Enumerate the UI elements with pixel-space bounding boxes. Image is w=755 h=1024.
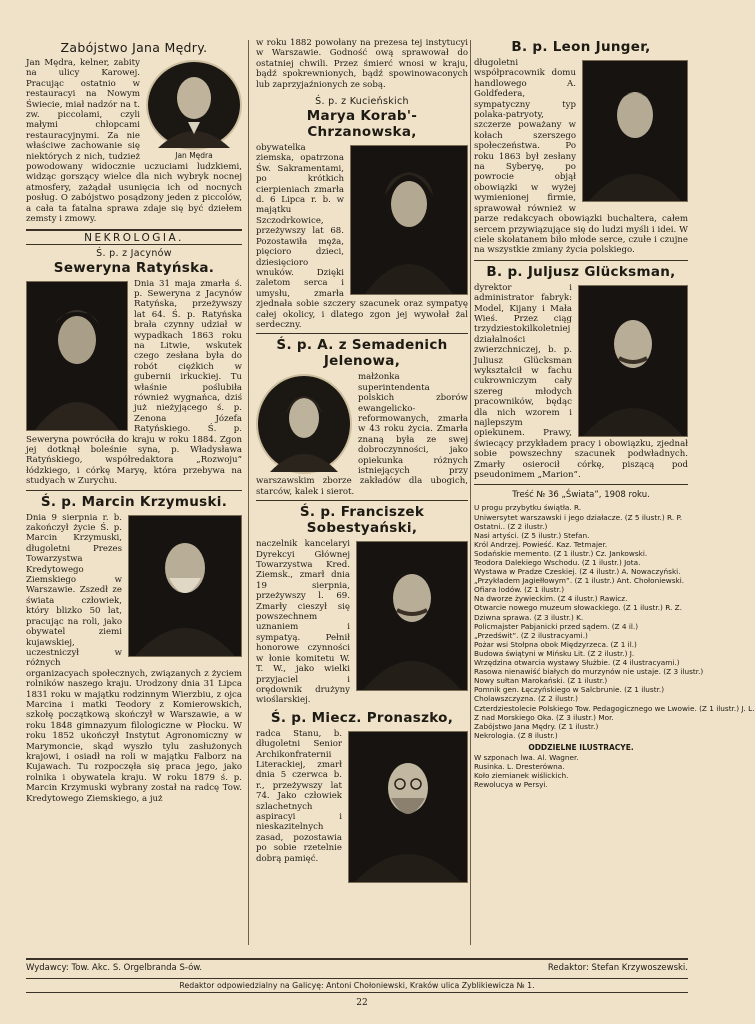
toc-item: Wrzędzina otwarcia wystawy Służbie. (Z 4 ilustracyami.) [474, 658, 680, 668]
article-text-chrzanowska: obywatelka ziemska, opatrzona Św. Sakramentami, po krótkich cierpieniach zmarła d. 6 Lipca r. b. w majątku Szczodrkowice, przeżywszy lat 68. Pozostawiła męża, pięcioro dzieci, dziesięcioro wnuków. Dzięki zaletom serca i umysłu, zmarła zjednała sobie szczery szacunek oraz sympatyę całej okolicy, i dlatego zgon jej wywołał żal serdeczny. [256, 143, 468, 330]
article-text-ratynska: Dnia 31 maja zmarła ś. p. Seweryna z Jacynów Ratyńska, przeżywszy lat 64. Ś. p. Ratyńska brała czynny udział w wypadkach 1863 roku na Litwie, wskutek czego zesłana była do robót ciężkich w gubernii irkuckiej. Tu właśnie poślubiła również wygnańca, dziś już nieżyjącego ś. p. Zenona Józefa Ratyńskiego. Ś. p. Seweryna powróciła do kraju w roku 1884. Zgon jej dotknął boleśnie syna, p. Władysława Ratyńskiego, współredaktora „Rozwoju” łódzkiego, i córkę Maryę, która przebywa na studyach w Zurychu. [26, 278, 242, 487]
toc-title: Treść № 36 „Świata”, 1908 roku. [512, 490, 650, 501]
portrait-chrzanowska [350, 145, 468, 295]
portrait-medra-figure [148, 62, 240, 148]
toc-item: Pożar wsi Stołpna obok Międzyrzeca. (Z 1 il.) [474, 639, 637, 649]
toc-item: Zabójstwo Jana Mędry. (Z 1 ilustr.) [474, 721, 599, 731]
footer-editor: Redaktor: Stefan Krzywoszewski. [547, 963, 688, 973]
toc-item: Rasowa nienawiść białych do murzynów nie ustaje. (Z 3 ilustr.) [474, 667, 704, 677]
toc-item: Sodańskie memento. (Z 1 ilustr.) Cz. Jankowski. [474, 548, 648, 558]
toc-item: Ostatni.. (Z 2 ilustr.) [474, 521, 548, 531]
portrait-pronaszko-figure [349, 732, 467, 882]
portrait-junger-figure [583, 61, 687, 201]
toc-item: Teodora Dalekiego Wschodu. (Z 1 ilustr.) Jota. [474, 558, 641, 567]
article-text-glucksman: dyrektor i administrator fabryk: Model, Kijany i Mała Wieś. Przez ciąg trzydziestokilkoletniej działalności zwierzchniczej, b. p. Juliusz Glücksman wykształcił w fachu cukrowniczym cały szereg młodych pracowników, będąc dla nich wzorem i najlepszym opiekunem. Prawy, świecący przykładem pracy i obowiązku, zjednał sobie powszechny szacunek podwładnych. Zmarły osierocił córkę, piszącą pod pseudonimem „Marion”. [474, 282, 688, 481]
toc-item: Nowy sułtan Marokański. (Z 1 ilustr.) [474, 676, 608, 686]
section-heading-nekrologia: NEKROLOGIA. [84, 231, 184, 244]
toc-item: Policmajster Pabjanicki przed sądem. (Z 4 il.) [474, 621, 639, 631]
toc-subheading: ODDZIELNE ILUSTRACYE. [528, 742, 634, 752]
section-rule [256, 333, 468, 334]
article-title-medra: Zabójstwo Jana Mędry. [60, 40, 208, 55]
portrait-jelenowa [256, 374, 352, 474]
toc-item: Cholawszczyzna. (Z 2 ilustr.) [474, 694, 578, 704]
section-rule [474, 260, 688, 261]
toc-item: Otwarcie nowego muzeum słowackiego. (Z 1 ilustr.) R. Z. [474, 603, 682, 613]
toc-item: Uniwersytet warszawski i jego działacze. (Z 5 ilustr.) R. P. [474, 512, 683, 522]
portrait-jelenowa-figure [258, 376, 350, 472]
column-left [26, 38, 242, 950]
portrait-chrzanowska-figure [351, 146, 467, 294]
column-right [474, 38, 755, 950]
toc-item: Z nad Morskiego Oka. (Z 3 ilustr.) Mor. [474, 712, 614, 722]
article-pre-chrzanowska: Ś. p. z Kucieńskich [315, 96, 409, 108]
toc-item: „Przedświt”. (Z 2 ilustracyami.) [474, 630, 588, 640]
article-title-krzymuski: Ś. p. Marcin Krzymuski. [40, 493, 228, 510]
article-title-pronaszko: Ś. p. Miecz. Pronaszko, [270, 709, 454, 726]
toc-list [474, 503, 755, 740]
toc-item: Wystawa w Pradze Czeskiej. (Z 4 ilustr.) A. Nowaczyński. [474, 567, 681, 577]
article-pre-ratynska: Ś. p. z Jacynów [96, 247, 172, 259]
section-rule [26, 229, 242, 231]
portrait-sobestyanski [356, 541, 468, 691]
article-title-ratynska: Seweryna Ratyńska. [53, 259, 215, 276]
section-rule [26, 490, 242, 491]
toc-item: Czterdziestolecie Polskiego Tow. Pedagogicznego we Lwowie. (Z 1 ilustr.) J. L. [474, 703, 755, 713]
article-title-chrzanowska: Marya Korab'-Chrzanowska, [306, 108, 418, 141]
toc-extra-item: Rewolucya w Persyi. [474, 780, 548, 790]
article-title-glucksman: B. p. Juljusz Glücksman, [486, 263, 676, 280]
portrait-glucksman-figure [579, 286, 687, 436]
section-rule [26, 244, 242, 245]
article-text-junger: długoletni współpracownik domu handlowego A. Goldfedera, sympatyczny typ polaka-patryoty, szczerze poważany w kołach szerszego społeczeństwa. Po roku 1863 był zesłany na Syberyę, po powrocie objął obowiązki w wyżej wymienionej firmie, sprawował również w parze redakcyach obowiązki buchaltera, całem sercem przywiązujące się do ludzi myśli i idei. W ciele skołatanem biło młode serce, czułe i czujne na wszystkie zmiany życia polskiego. [474, 58, 688, 256]
article-text-medra: Jan Mędra, kelner, zabity na ulicy Karowej. Pracując ostatnio w restauracyi na Nowym Świecie, miał nadzór na t. zw. piccolami, czyli małymi chłopcami restauracyjnymi. Za nie właściwe zachowanie się niektórych z nich, tudzież powodowany widocznie uczuciami ludzkiemi, widząc gorszący wielce dla nich wybryk nocnej atmosfery, zażądał usunięcia ich od nocnych posług. O zabójstwo posądzony jeden z piccolów, a cała ta fatalna sprawa zdaje się być dziełem zemsty i zmowy. [26, 58, 242, 225]
section-rule [256, 500, 468, 501]
footer-galicia-editor: Redaktor odpowiedzialny na Galicyę: Antoni Chołoniewski, Kraków ulica Zyblikiewicza № 1. [26, 978, 688, 993]
article-text-jelenowa: małżonka superintendenta polskich zborów ewangelicko-reformowanych, zmarła w 43 roku życia. Zmarła znaną była ze swej dobroczynności, jako opiekunka różnych istniejących przy warszawskim zborze zakładów dla ubogich, starców, kalek i sierot. [256, 372, 468, 497]
toc-item: Na dworze żywieckim. (Z 4 ilustr.) Rawicz. [474, 594, 628, 604]
section-rule [474, 484, 688, 485]
article-text-pronaszko: radca Stanu, b. długoletni Senior Archikonfraternii Literackiej, zmarł dnia 5 czerwca b. r., przeżywszy lat 74. Jako człowiek szlachetnych aspiracyi i nieskazitelnych zasad, pozostawia po sobie rzetelnie dobrą pamięć. [256, 728, 342, 864]
article-text-krzymuski-cont: w roku 1882 powołany na prezesa tej instytucyi w Warszawie. Godność ową sprawował do ostatniej chwili. Przez śmierć wnosi w kraju, bądź spokrewnionych, bądź spowinowaconych lub zaprzyjaźnionych ze sobą. [256, 38, 468, 90]
toc-item: Budowa świątyni w Mińsku Lit. (Z 2 ilustr.) J. [474, 648, 635, 658]
article-title-sobestyanski: Ś. p. Franciszek Sobestyański, [299, 504, 425, 537]
portrait-pronaszko [348, 731, 468, 883]
toc-item: „Przykładem Jagiełłowym”. (Z 1 ilustr.) Ant. Chołoniewski. [474, 576, 685, 586]
toc-item: Król Andrzej. Powieść. Kaz. Tetmajer. [474, 539, 608, 549]
column-divider [248, 40, 249, 945]
toc-item: U progu przybytku świątła. R. [474, 503, 582, 513]
page-number: 22 [356, 998, 368, 1008]
portrait-krzymuski [128, 515, 242, 657]
portrait-glucksman [578, 285, 688, 437]
toc-extra-item: Rusinka. L. Dresterówna. [474, 761, 565, 771]
portrait-krzymuski-figure [129, 516, 241, 656]
footer-publisher: Wydawcy: Tow. Akc. S. Orgelbranda S-ów. [26, 963, 203, 973]
portrait-ratynska [26, 281, 128, 431]
toc-item: Pomnik gen. Łęczyńskiego w Salcbrunie. (Z 1 ilustr.) [474, 685, 665, 695]
portrait-medra [146, 60, 242, 160]
article-title-jelenowa: Ś. p. A. z Semadenich Jelenowa, [276, 337, 448, 370]
article-title-junger: B. p. Leon Junger, [511, 39, 651, 55]
article-text-sobestyanski: naczelnik kancelaryi Dyrekcyi Głównej Towarzystwa Kred. Ziemsk., zmarł dnia 19 sierpnia, przeżywszy l. 69. Zmarły cieszył się powszechnem uznaniem i sympatyą. Pełnił honorowe czynności w łonie komitetu W. T. W., jako wielki przyjaciel i orędownik drużyny wioślarskiej. [256, 539, 350, 706]
column-middle [256, 38, 468, 950]
column-divider [470, 40, 471, 945]
toc-item: Dziwna sprawa. (Z 3 ilustr.) K. [474, 612, 584, 622]
toc-extra-list [474, 753, 688, 789]
toc-item: Ofiara lodów. (Z 1 ilustr.) [474, 585, 565, 595]
portrait-junger [582, 60, 688, 202]
footer-publisher-line [26, 958, 688, 973]
toc-item: Nekrologia. (Z 8 ilustr.) [474, 730, 558, 740]
article-text-krzymuski: Dnia 9 sierpnia r. b. zakończył życie Ś. p. Marcin Krzymuski, długoletni Prezes Towarzystwa Kredytowego Ziemskiego w Warszawie. Zszedł ze świata człowiek, który blizko 50 lat, pracując na roli, jako obywatel ziemi kujawskiej, uczestniczył w różnych organizacyach społecznych, związanych z życiem rolników naszego kraju. Urodzony dnia 31 Lipca 1831 roku w majątku rodzinnym Wierzbiu, z ojca Marcina i matki Teodory z Komierowskich, szkołę początkową skończył w Warszawie, a w roku 1848 gimnazyum filologiczne w Płocku. W roku 1852 ukończył Instytut Agronomiczny w Marymoncie, skąd wyszło tylu zasłużonych krajowi, i osiadł na roli w majątku Falborz na Kujawach. Tu rozpoczęła się praca jego, jako rolnika i obywatela kraju. W roku 1879 ś. p. Marcin Krzymuski wybrany został na radcę Tow. Kredytowego Ziemskiego, a już [26, 512, 242, 804]
portrait-ratynska-figure [27, 282, 127, 430]
toc-item: Nasi artyści. (Z 5 ilustr.) Stefan. [474, 530, 590, 540]
portrait-caption: Jan Mędra [175, 151, 213, 160]
portrait-sobestyanski-figure [357, 542, 467, 690]
toc-extra-item: Koło ziemianek wiślickich. [474, 771, 569, 781]
toc-extra-item: W szponach lwa. Al. Wagner. [474, 752, 579, 762]
